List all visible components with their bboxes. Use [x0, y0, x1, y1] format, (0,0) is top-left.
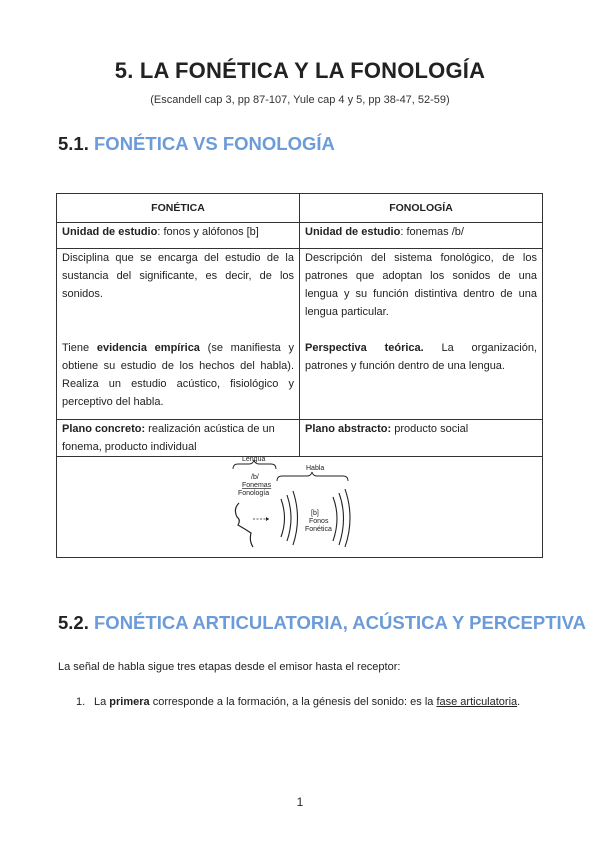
- head-profile: [235, 503, 253, 547]
- sound-wave: [339, 493, 344, 545]
- label-bracket-b: [b]: [310, 510, 319, 517]
- unit-text-fonologia: : fonemas /b/: [400, 226, 464, 238]
- desc-fonetica-p2-pre: Tiene: [62, 342, 97, 354]
- table-row-unit: [57, 223, 543, 249]
- section-heading-5-2: [58, 612, 586, 634]
- list-item-end: .: [517, 696, 521, 708]
- desc-fonologia-p2-bold: Perspectiva teórica.: [305, 342, 424, 354]
- list-item-mid: corresponde a la formación, a la génesis del sonido: es la: [149, 696, 437, 708]
- list-item-underlined: fase articulatoria: [436, 696, 518, 708]
- unit-label-fonologia: Unidad de estudio: [305, 226, 401, 238]
- desc-fonologia-p2-post: La organización, patrones y función dentro de una lengua.: [305, 342, 537, 372]
- header-fonologia: FONOLOGÍA: [300, 194, 543, 223]
- section-heading-5-1: [58, 133, 335, 155]
- desc-fonologia-p1: Descripción del sistema fonológico, de los patrones que adoptan los sonidos de una lengua y su función distintiva dentro de una lengua particular.: [305, 252, 537, 318]
- cell-unit-fonetica: [57, 223, 300, 249]
- list-item-text: [94, 693, 542, 711]
- habla-bracket: [277, 472, 348, 481]
- list-item-number: 1.: [76, 696, 86, 708]
- table-row-plano: [57, 420, 543, 457]
- cell-figure: [57, 457, 543, 558]
- section-number: 5.2.: [58, 612, 89, 633]
- page-subtitle: (Escandell cap 3, pp 87-107, Yule cap 4 y 5, pp 38-47, 52-59): [150, 94, 450, 106]
- table-row-figure: [57, 457, 543, 558]
- desc-fonologia-p2: [305, 339, 537, 375]
- page-title: 5. LA FONÉTICA Y LA FONOLOGÍA: [114, 58, 486, 83]
- plano-concreto-text: realización acústica de un fonema, producto individual: [62, 423, 275, 453]
- list-item: [58, 693, 542, 711]
- sound-wave: [281, 499, 285, 537]
- cell-desc-fonologia: [300, 249, 543, 420]
- plano-abstracto-label: Plano abstracto:: [305, 423, 392, 435]
- label-fonemas: Fonemas: [241, 482, 271, 489]
- desc-fonetica-p2-post: (se manifiesta y obtiene su estudio de los hechos del habla). Realiza un estudio acústico, fisiológico y perceptivo del habla.: [62, 342, 294, 408]
- label-fonologia: Fonología: [237, 490, 269, 497]
- label-slash-b: /b/: [250, 474, 259, 481]
- sound-wave: [293, 491, 298, 545]
- plano-abstracto-text: producto social: [391, 423, 469, 435]
- sound-wave: [345, 489, 350, 547]
- unit-text-fonetica: : fonos y alófonos [b]: [157, 226, 259, 238]
- lengua-habla-diagram: [225, 457, 375, 549]
- desc-fonetica-p2: [62, 339, 294, 411]
- section-name: FONÉTICA ARTICULATORIA, ACÚSTICA Y PERCEPTIVA: [94, 612, 586, 633]
- intro-paragraph: La señal de habla sigue tres etapas desde el emisor hasta el receptor:: [58, 661, 401, 673]
- label-fonetica: Fonética: [304, 526, 332, 533]
- cell-unit-fonologia: [300, 223, 543, 249]
- cell-plano-concreto: [57, 420, 300, 457]
- page-number: 1: [296, 795, 304, 809]
- table-header-row: [57, 194, 543, 223]
- sound-wave: [287, 495, 291, 541]
- label-lengua: Lengua: [241, 457, 265, 463]
- label-habla: Habla: [305, 465, 324, 472]
- cell-plano-abstracto: [300, 420, 543, 457]
- desc-fonetica-p1: Disciplina que se encarga del estudio de la sustancia del significante, es decir, de los sonidos.: [62, 252, 294, 300]
- table-row-description: [57, 249, 543, 420]
- plano-concreto-label: Plano concreto:: [62, 423, 146, 435]
- comparison-table: [56, 193, 543, 558]
- cell-desc-fonetica: [57, 249, 300, 420]
- section-number: 5.1.: [58, 133, 89, 154]
- list-item-pre: La: [94, 696, 110, 708]
- desc-fonetica-p2-bold: evidencia empírica: [96, 342, 200, 354]
- unit-label-fonetica: Unidad de estudio: [62, 226, 158, 238]
- sound-wave: [333, 497, 337, 541]
- section-name: FONÉTICA VS FONOLOGÍA: [94, 133, 335, 154]
- header-fonetica: FONÉTICA: [57, 194, 300, 223]
- list-item-bold: primera: [109, 696, 150, 708]
- label-fonos: Fonos: [308, 518, 328, 525]
